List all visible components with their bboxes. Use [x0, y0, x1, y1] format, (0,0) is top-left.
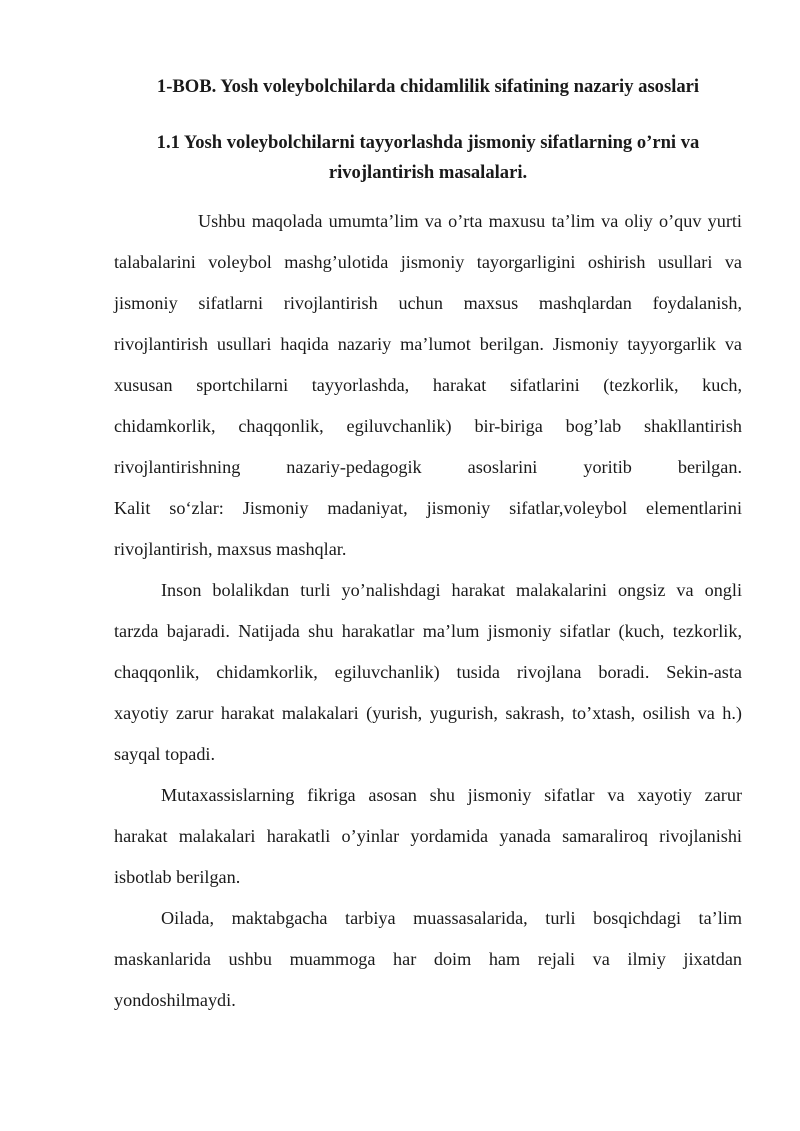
text-line: Inson bolalikdan turli yo’nalishdagi harakat malakalarini ongsiz va ongli — [161, 580, 742, 600]
text-line: Mutaxassislarning fikriga asosan shu jismoniy sifatlar va xayotiy zarur — [161, 785, 742, 805]
text-line: chaqqonlik, chidamkorlik, egiluvchanlik) tusida rivojlana boradi. Sekin-asta — [114, 662, 742, 682]
text-line: sayqal topadi. — [114, 744, 216, 764]
text-line: Ushbu maqolada umumta’lim va o’rta maxusu ta’lim va oliy o’quv yurti — [198, 211, 742, 231]
body-paragraph — [114, 898, 742, 1021]
text-line: rivojlantirish, maxsus mashqlar. — [114, 539, 347, 559]
text-line: Oilada, maktabgacha tarbiya muassasalarida, turli bosqichdagi ta’lim — [161, 908, 742, 928]
text-line: maskanlarida ushbu muammoga har doim ham rejali va ilmiy jixatdan — [114, 949, 742, 969]
text-line: jismoniy sifatlarni rivojlantirish uchun maxsus mashqlardan foydalanish, — [114, 293, 742, 313]
text-line: chidamkorlik, chaqqonlik, egiluvchanlik) bir-biriga bog’lab shakllantirish — [114, 416, 742, 436]
text-line: xayotiy zarur harakat malakalari (yurish, yugurish, sakrash, to’xtash, osilish va h.) — [114, 703, 742, 723]
keywords-paragraph — [114, 488, 742, 570]
section-title: 1.1 Yosh voleybolchilarni tayyorlashda jismoniy sifatlarning o’rni va rivojlantirish masalalari. — [156, 132, 700, 183]
text-line: harakat malakalari harakatli o’yinlar yordamida yanada samaraliroq rivojlanishi — [114, 826, 742, 846]
body-paragraph — [114, 775, 742, 898]
abstract-paragraph — [114, 201, 742, 488]
text-line: rivojlantirishning nazariy-pedagogik asoslarini yoritib berilgan. — [114, 457, 742, 477]
text-line: yondoshilmaydi. — [114, 990, 236, 1010]
text-line: talabalarini voleybol mashg’ulotida jismoniy tayorgarligini oshirish usullari va — [114, 252, 742, 272]
text-line: Kalit so‘zlar: Jismoniy madaniyat, jismoniy sifatlar,voleybol elementlarini — [114, 498, 742, 518]
chapter-title: 1-BOB. Yosh voleybolchilarda chidamlilik sifatining nazariy asoslari — [156, 76, 700, 97]
document-body — [114, 201, 742, 1021]
text-line: isbotlab berilgan. — [114, 867, 241, 887]
text-line: xususan sportchilarni tayyorlashda, harakat sifatlarini (tezkorlik, kuch, — [114, 375, 742, 395]
text-line: rivojlantirish usullari haqida nazariy ma’lumot berilgan. Jismoniy tayyorgarlik va — [114, 334, 742, 354]
text-line: tarzda bajaradi. Natijada shu harakatlar ma’lum jismoniy sifatlar (kuch, tezkorlik, — [114, 621, 742, 641]
body-paragraph — [114, 570, 742, 775]
